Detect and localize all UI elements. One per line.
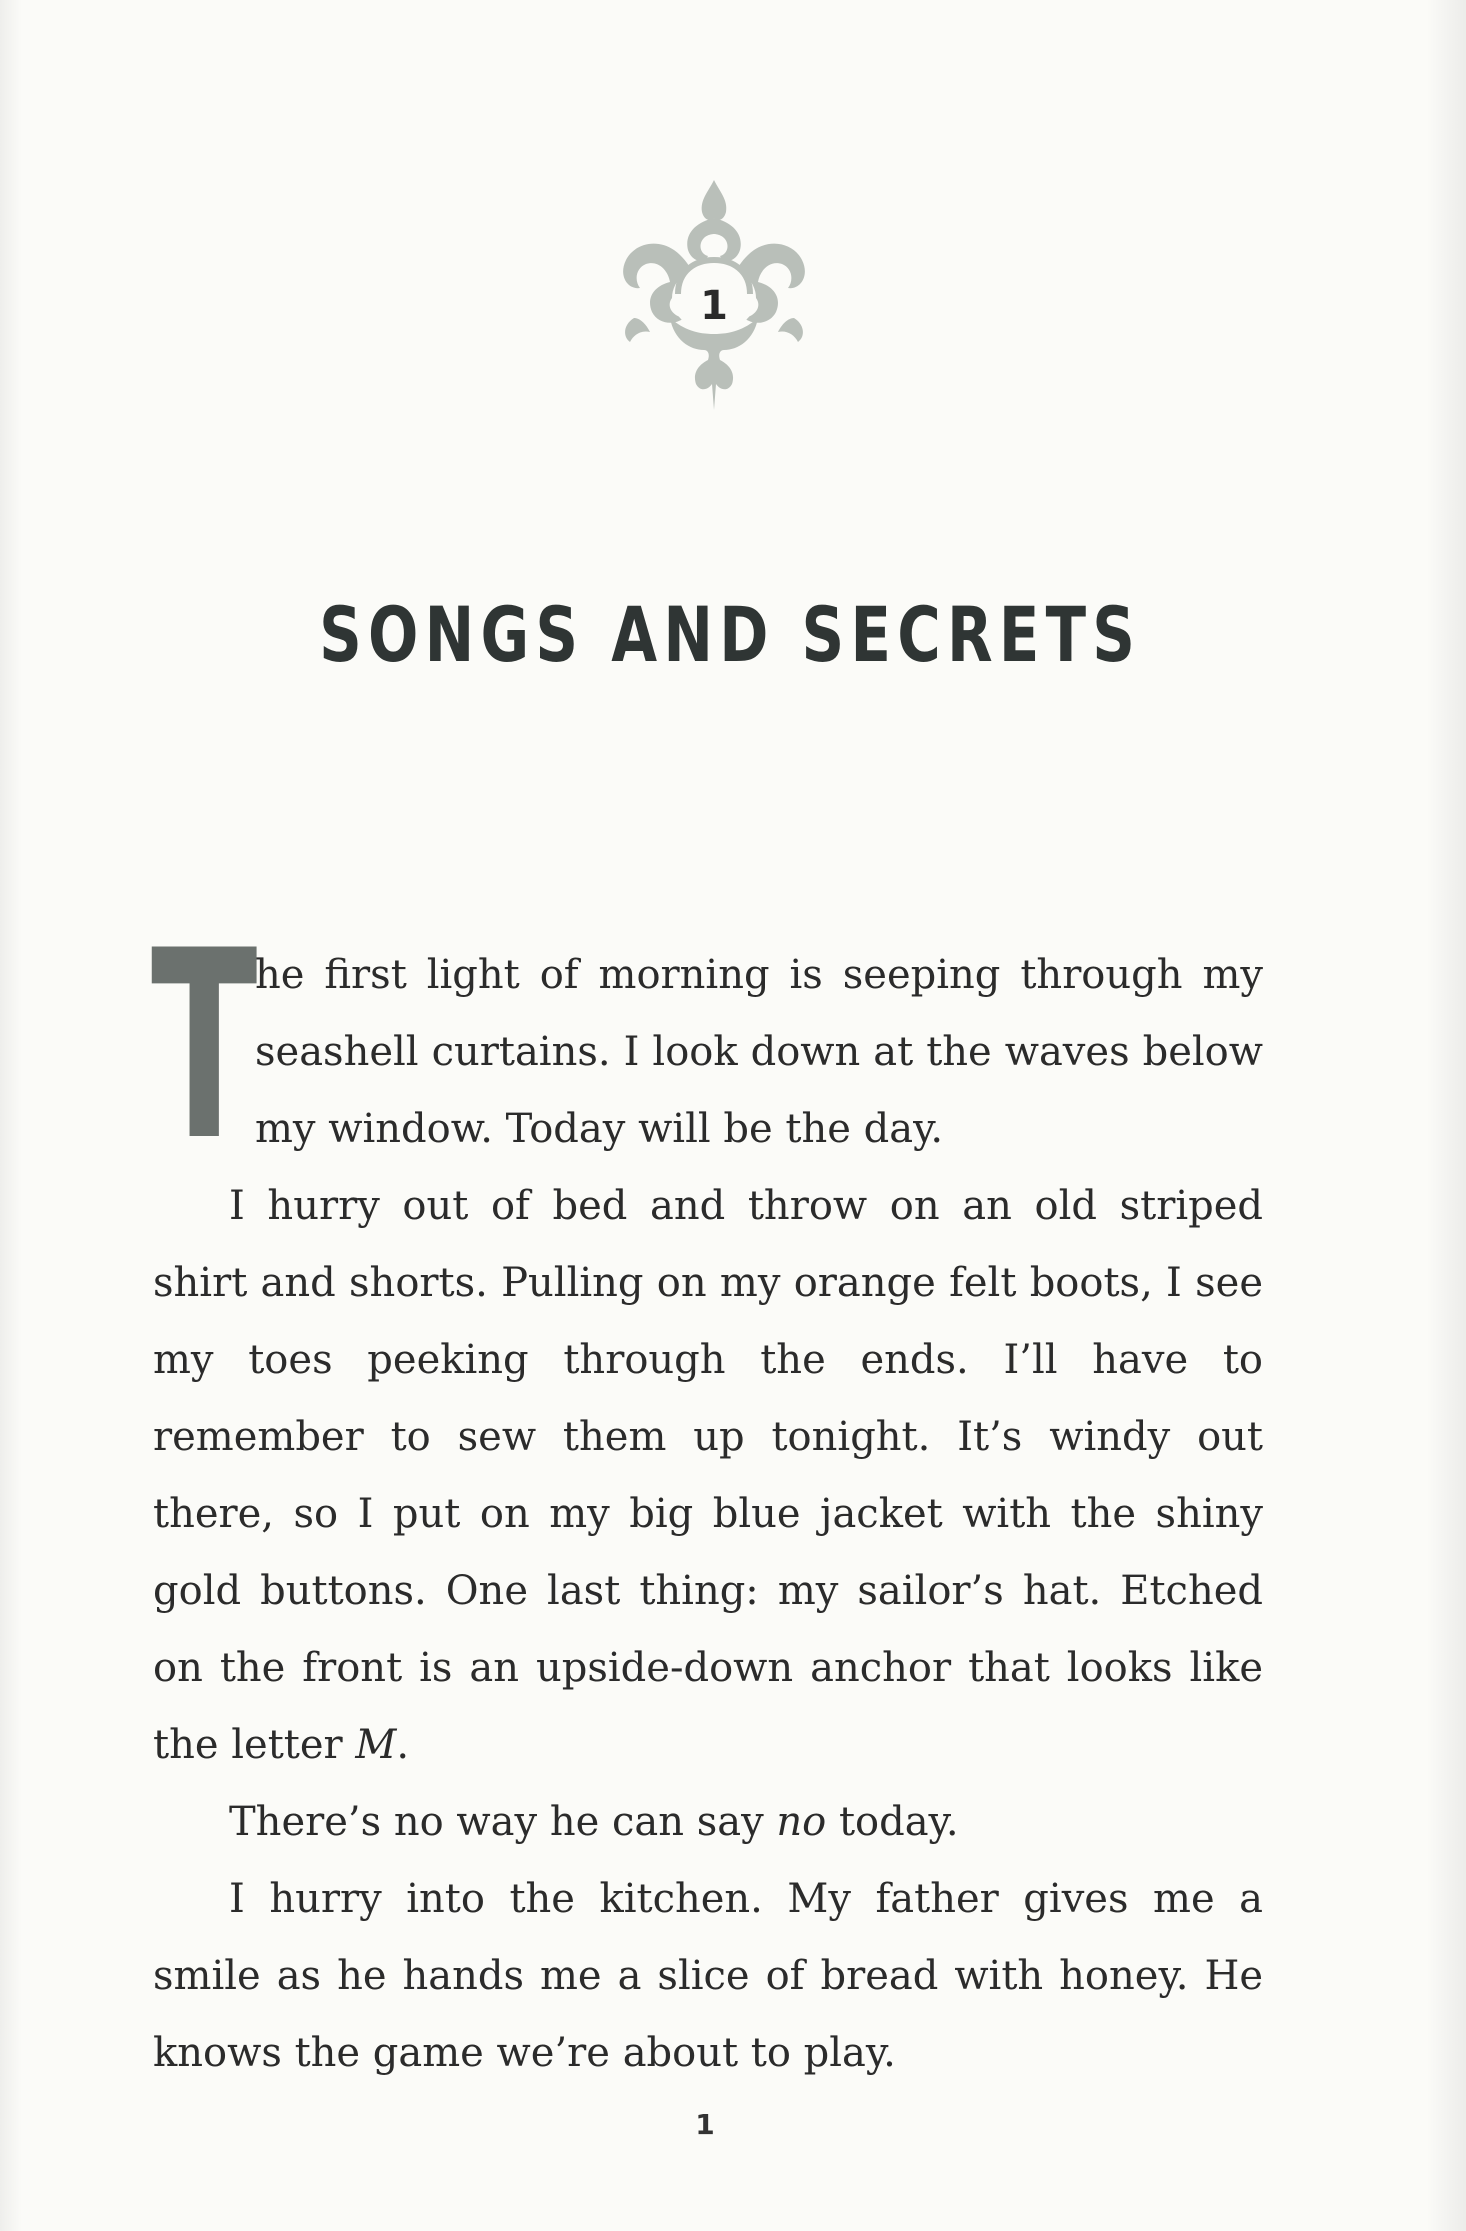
chapter-body — [151, 896, 1263, 2092]
paragraph-text: There’s no way he can say — [229, 1799, 777, 1845]
chapter-ornament-icon — [604, 178, 824, 414]
scan-shadow-right — [1426, 0, 1466, 2231]
drop-cap-container — [151, 896, 258, 1198]
paragraph-text-end: . — [396, 1722, 410, 1768]
paragraph-opening — [151, 896, 1263, 1198]
chapter-number: 1 — [700, 283, 728, 329]
scan-shadow-left — [0, 0, 22, 2231]
paragraph-text-end: today. — [826, 1799, 959, 1845]
paragraph-text: I hurry into the kitchen. My father gives me a smile as he hands me a slice of bread with honey. He knows the game we’re about to play. — [153, 1876, 1263, 2076]
paragraph — [153, 1784, 1263, 1861]
drop-cap: T — [151, 896, 258, 1198]
paragraph-text: I hurry out of bed and throw on an old striped shirt and shorts. Pulling on my orange felt boots, I see my toes peeking through the ends. I’ll have to remember to sew them up tonight. It’s windy out there, so I put on my big blue jacket with the shiny gold buttons. One last thing: my sailor’s hat. Etched on the front is an upside-down anchor that looks like the letter — [153, 1183, 1263, 1768]
paragraph — [153, 1168, 1263, 1784]
chapter-title: SONGS AND SECRETS — [319, 590, 1142, 679]
paragraph — [153, 1861, 1263, 2092]
paragraph-text: he first light of morning is seeping through my seashell curtains. I look down at the waves below my window. Today will be the day. — [255, 952, 1263, 1152]
page-number: 1 — [695, 2108, 715, 2141]
emphasis-text: M — [355, 1722, 397, 1768]
emphasis-text: no — [776, 1799, 827, 1845]
